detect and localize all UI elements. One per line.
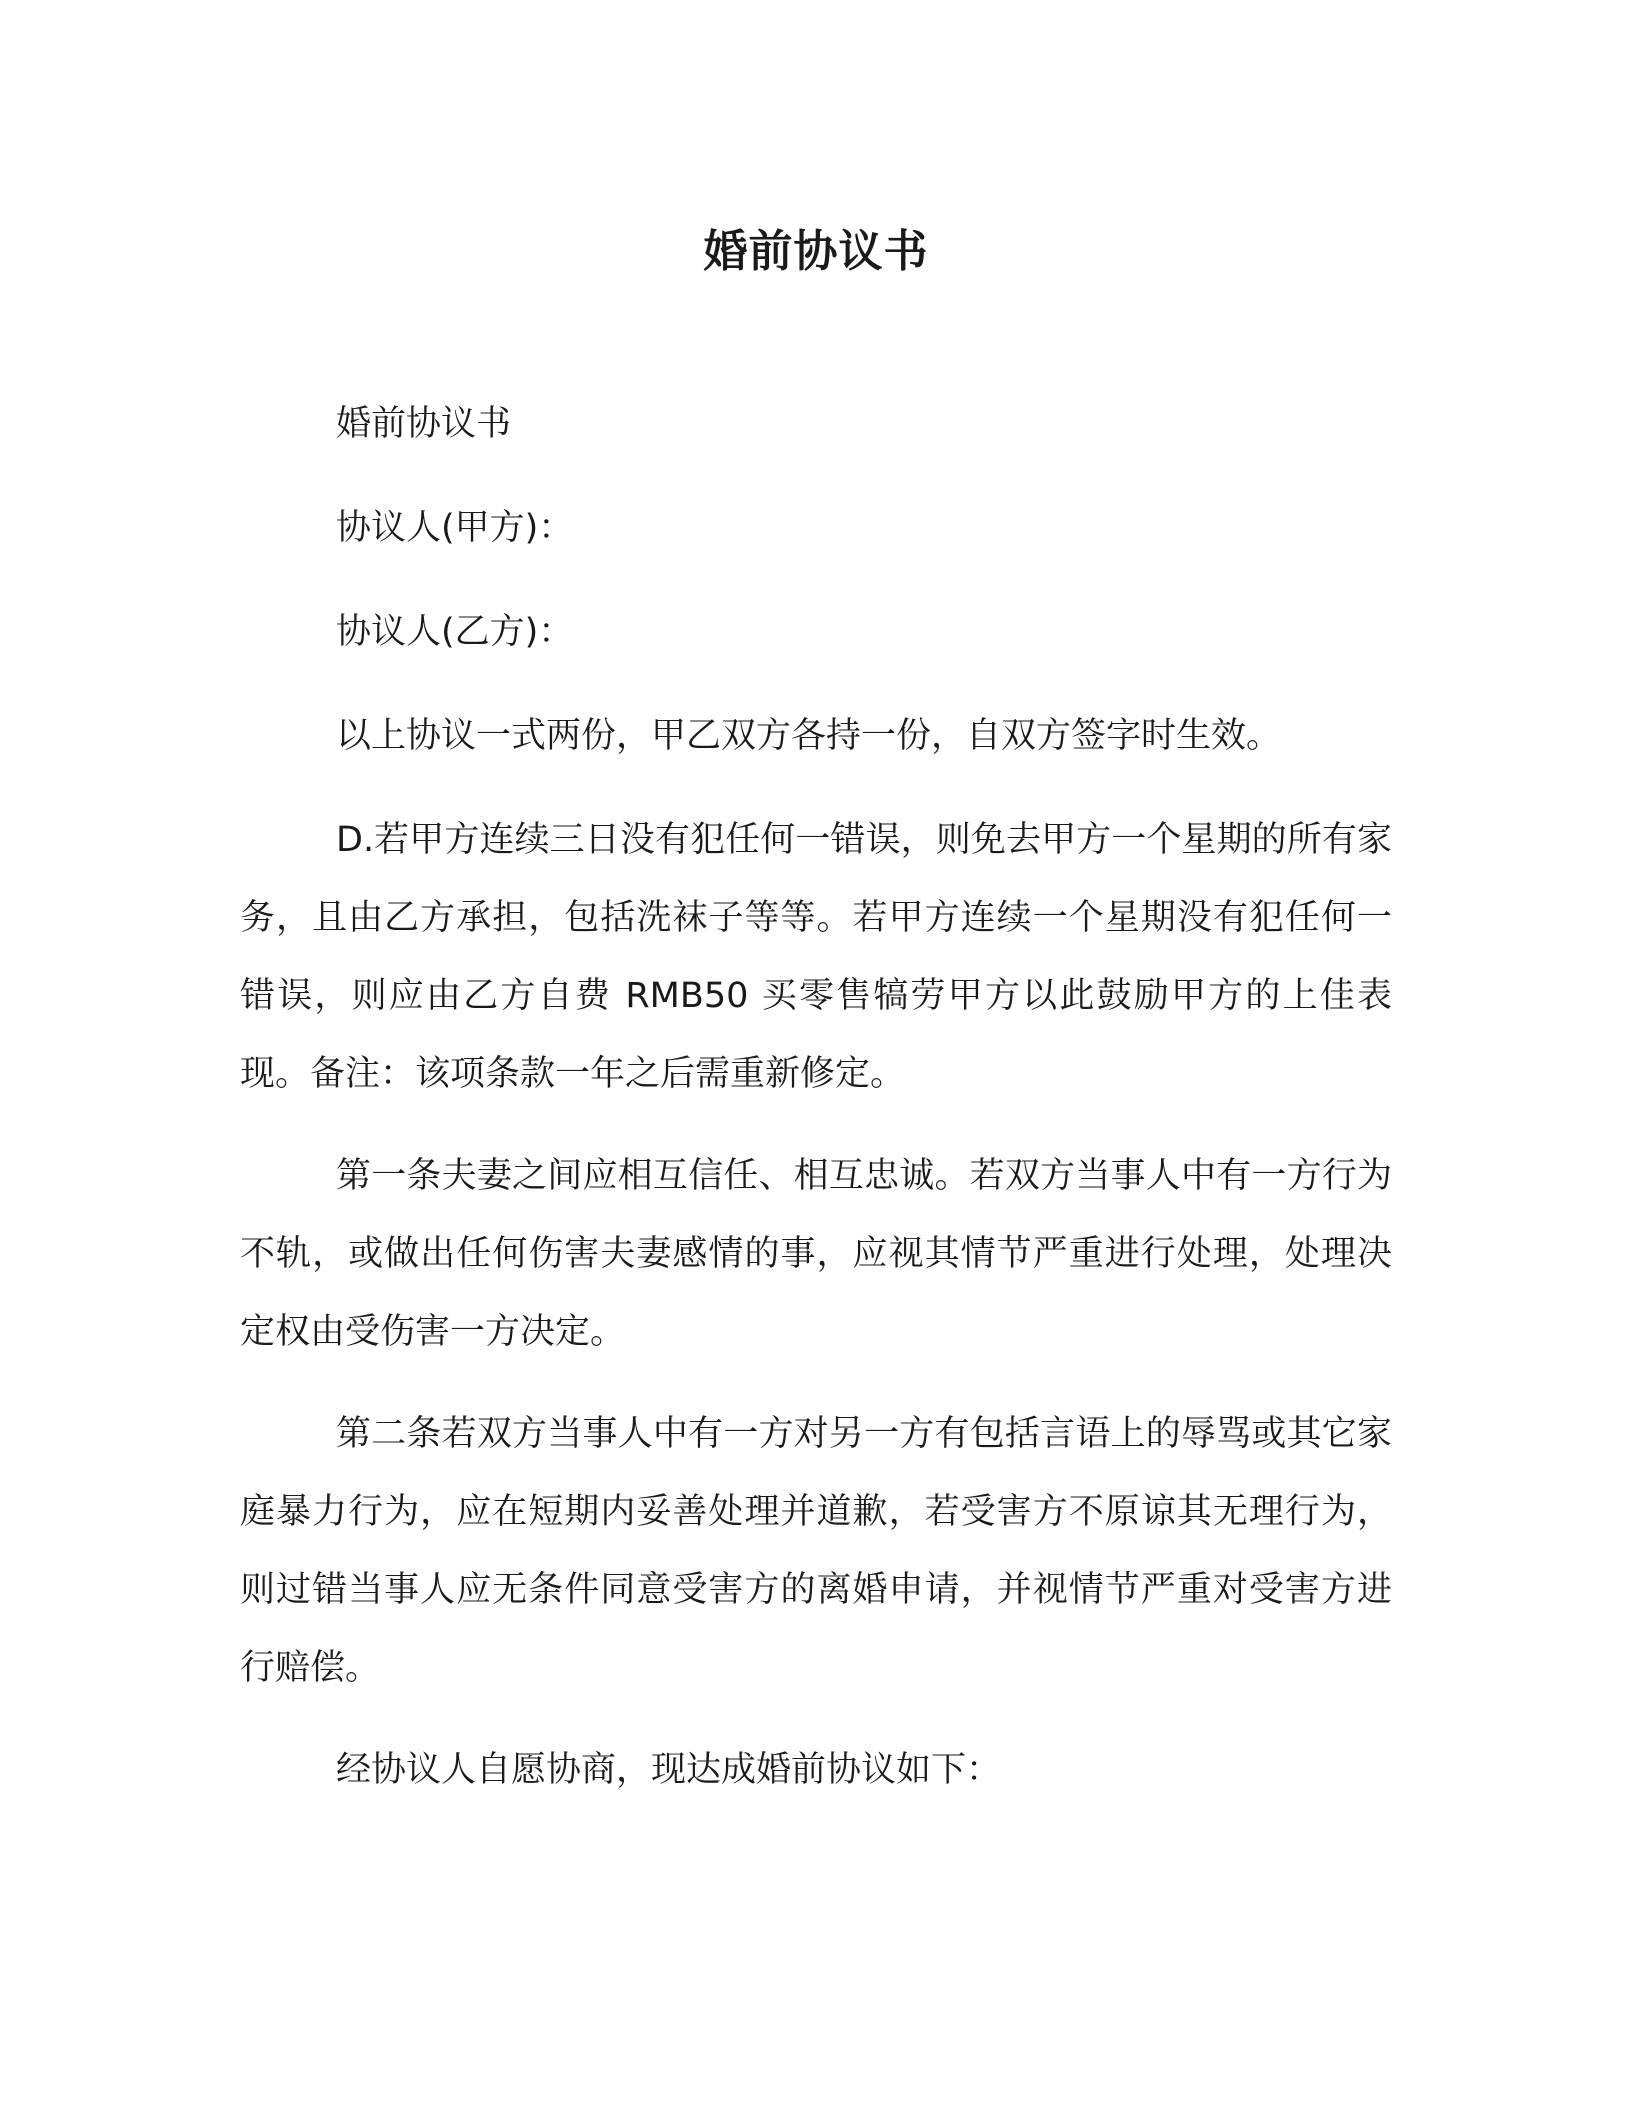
paragraph-clause-d: D.若甲方连续三日没有犯任何一错误，则免去甲方一个星期的所有家务，且由乙方承担，包括洗袜子等等。若甲方连续一个星期没有犯任何一错误，则应由乙方自费 RMB50 买零售犒劳甲方以此鼓励甲方的上佳表现。备注：该项条款一年之后需重新修定。 <box>240 820 1392 1094</box>
paragraph-subtitle: 婚前协议书 <box>336 404 512 444</box>
paragraph-article-1: 第一条夫妻之间应相互信任、相互忠诚。若双方当事人中有一方行为不轨，或做出任何伤害夫妻感情的事，应视其情节严重进行处理，处理决定权由受伤害一方决定。 <box>240 1156 1392 1352</box>
document-title: 婚前协议书 <box>703 226 929 277</box>
paragraph-article-2: 第二条若双方当事人中有一方对另一方有包括言语上的辱骂或其它家庭暴力行为，应在短期内妥善处理并道歉，若受害方不原谅其无理行为，则过错当事人应无条件同意受害方的离婚申请，并视情节严重对受害方进行赔偿。 <box>240 1414 1392 1688</box>
paragraph-party-a: 协议人(甲方)： <box>336 508 574 548</box>
paragraph-effectiveness: 以上协议一式两份，甲乙双方各持一份，自双方签字时生效。 <box>336 716 1282 756</box>
paragraph-party-b: 协议人(乙方)： <box>336 612 574 652</box>
paragraph-agreement-intro: 经协议人自愿协商，现达成婚前协议如下： <box>336 1750 1002 1790</box>
